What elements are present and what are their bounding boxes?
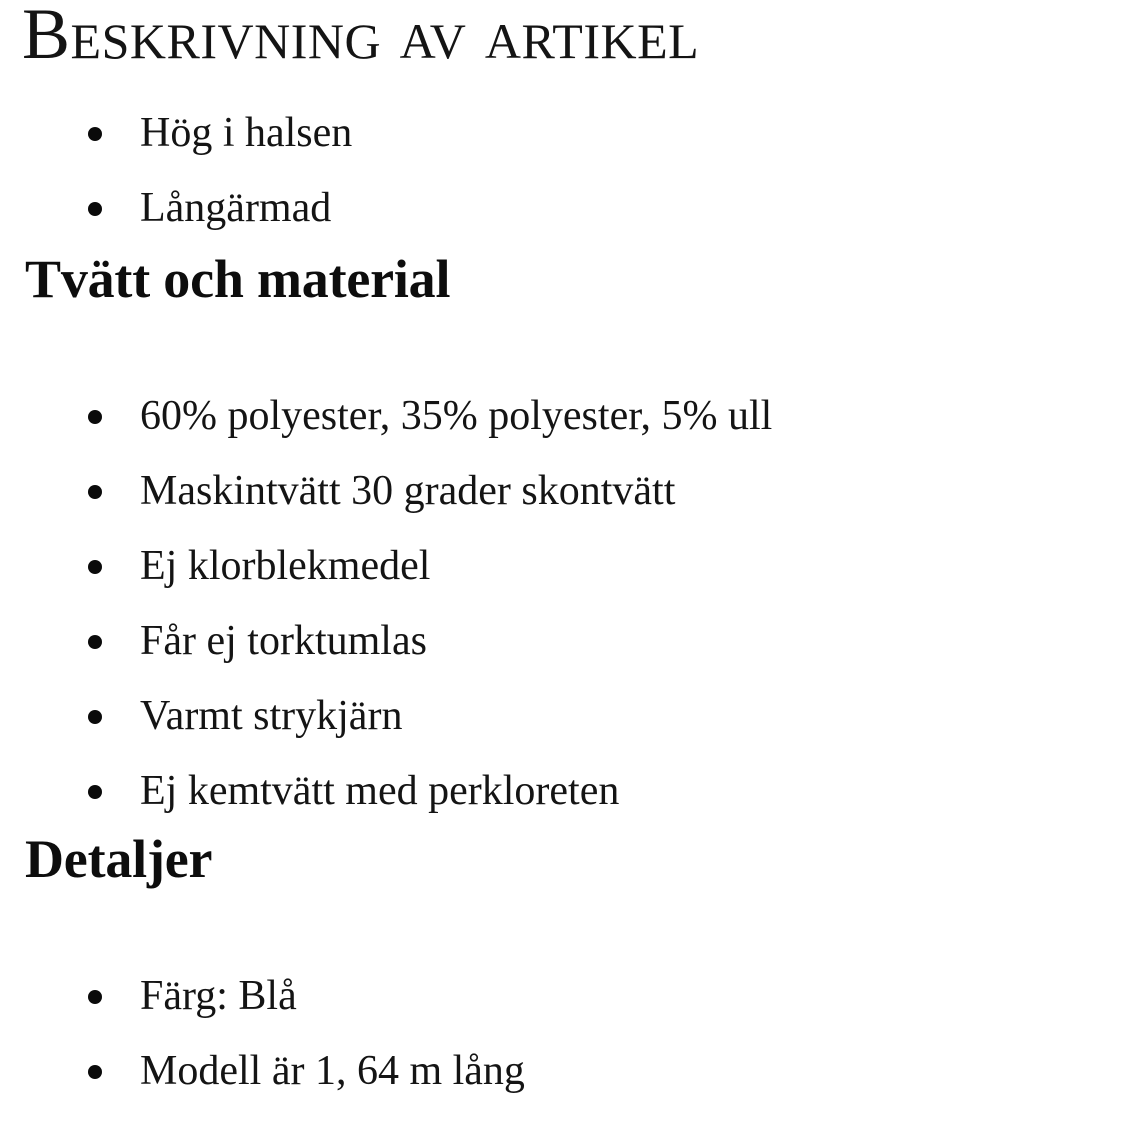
list-item (0, 389, 772, 464)
list-item (0, 614, 772, 689)
list-item (0, 969, 525, 1044)
bullet-dot-icon (88, 710, 102, 724)
list-item (0, 181, 352, 256)
page-title-initial: B (22, 0, 71, 74)
list-item-label: Modell är 1, 64 m lång (140, 1048, 525, 1094)
list-item-label: Hög i halsen (140, 110, 353, 156)
list-item-label: 60% polyester, 35% polyester, 5% ull (140, 393, 773, 439)
list-item-label: Ej kemtvätt med perkloreten (140, 768, 620, 814)
list-item (0, 689, 772, 764)
bullet-list-detaljer (0, 969, 525, 1119)
list-item-label: Långärmad (140, 185, 332, 231)
bullet-dot-icon (88, 485, 102, 499)
bullet-dot-icon (88, 410, 102, 424)
page-title (22, 0, 699, 72)
list-item-label: Varmt strykjärn (140, 693, 403, 739)
list-item (0, 106, 352, 181)
list-item-label: Färg: Blå (140, 973, 297, 1019)
list-item (0, 1044, 525, 1119)
bullet-list-beskrivning (0, 106, 352, 256)
section-heading-detaljer: Detaljer (25, 829, 213, 889)
list-item (0, 764, 772, 839)
section-heading-tvatt: Tvätt och material (25, 249, 451, 309)
bullet-dot-icon (88, 202, 102, 216)
bullet-dot-icon (88, 560, 102, 574)
bullet-dot-icon (88, 127, 102, 141)
list-item-label: Får ej torktumlas (140, 618, 427, 664)
bullet-dot-icon (88, 785, 102, 799)
list-item-label: Ej klorblekmedel (140, 543, 431, 589)
bullet-dot-icon (88, 635, 102, 649)
bullet-dot-icon (88, 1065, 102, 1079)
bullet-dot-icon (88, 990, 102, 1004)
list-item (0, 464, 772, 539)
list-item (0, 539, 772, 614)
list-item-label: Maskintvätt 30 grader skontvätt (140, 468, 676, 514)
bullet-list-tvatt (0, 389, 772, 839)
page-title-rest: eskrivning av artikel (70, 0, 700, 74)
